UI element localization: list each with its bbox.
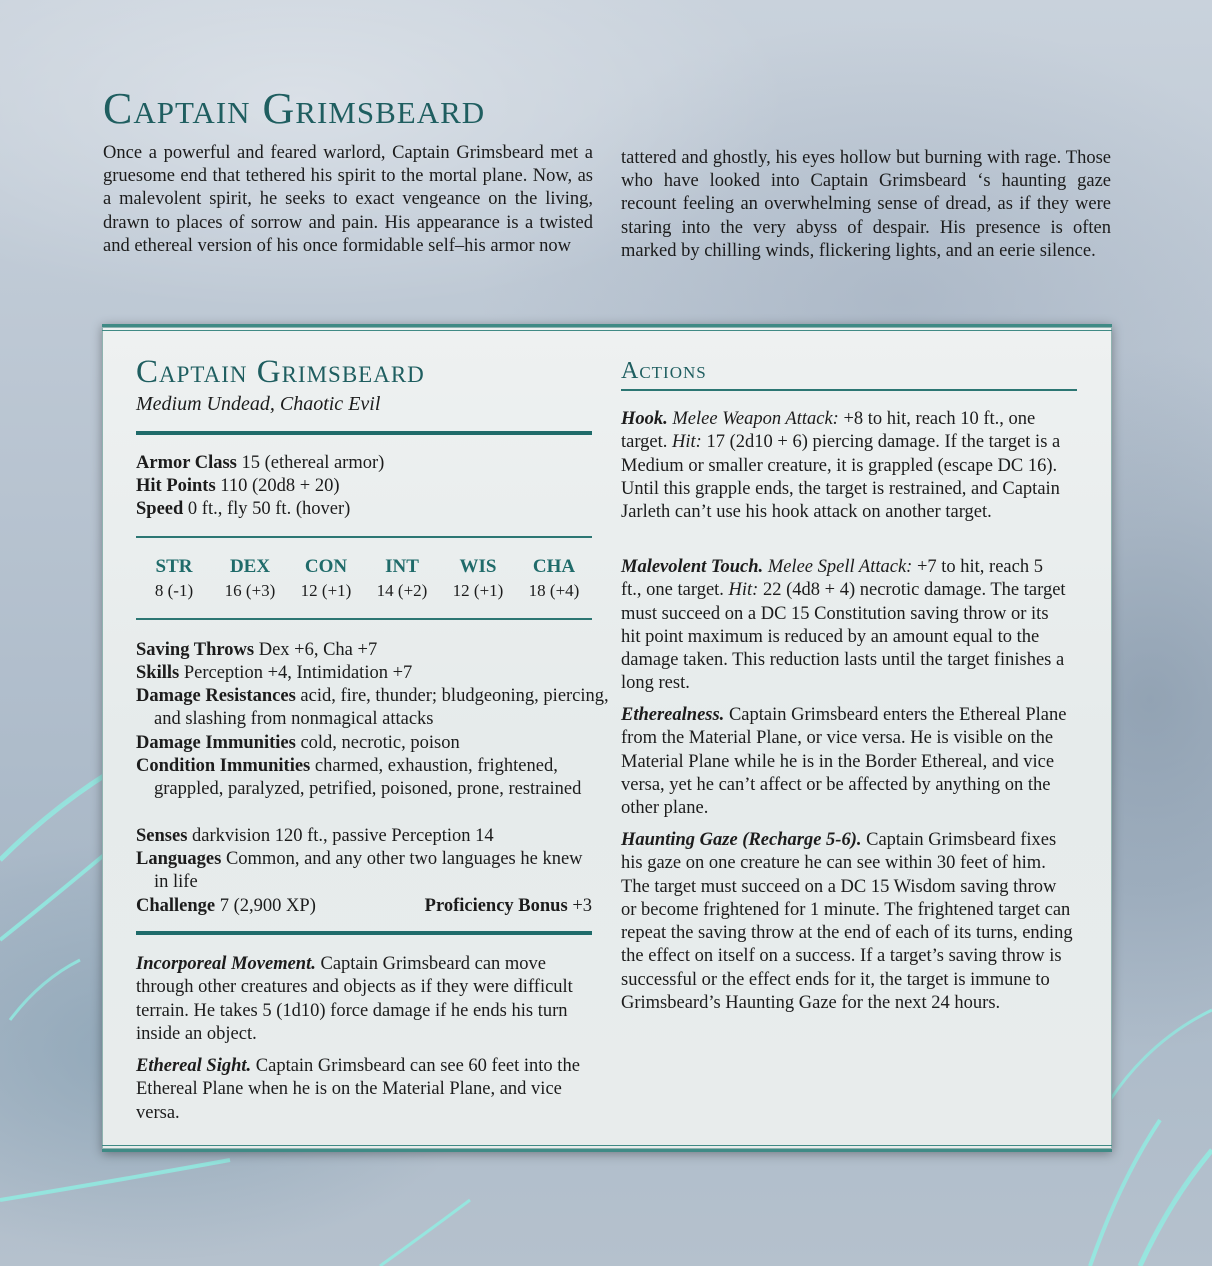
divider (136, 618, 592, 620)
ability-wis: WIS 12 (+1) (452, 556, 504, 600)
page-title: Captain Grimsbeard (103, 84, 486, 133)
condition-immunities: Condition Immunities charmed, exhaustion, frightened, grappled, paralyzed, petrified, poisoned, prone, restrained (136, 756, 582, 800)
stat-block (102, 324, 1112, 1152)
monster-name: Captain Grimsbeard (136, 354, 425, 390)
challenge-row (136, 895, 592, 918)
hit-points: Hit Points 110 (20d8 + 20) (136, 476, 340, 496)
damage-immunities: Damage Immunities cold, necrotic, poison (136, 733, 460, 753)
action-hook: Hook. Melee Weapon Attack: +8 to hit, reach 10 ft., one target. Hit: 17 (2d10 + 6) piercing damage. If the target is a Medium or smaller creature, it is grappled (escape DC 16). Until this grapple ends, the target is restrained, and Captain Jarleth can’t use his hook attack on another target. (621, 409, 1061, 523)
monster-type: Medium Undead, Chaotic Evil (136, 393, 381, 415)
divider (136, 431, 592, 435)
intro-paragraph-left: Once a powerful and feared warlord, Captain Grimsbeard met a gruesome end that tethered his spirit to the mortal plane. Now, as a malevolent spirit, he seeks to exact vengeance on the living, drawn to places of sorrow and pain. His appearance is a twisted and ethereal version of his once formidable self–his armor now (103, 143, 593, 256)
speed: Speed 0 ft., fly 50 ft. (hover) (136, 499, 351, 519)
skills: Skills Perception +4, Intimidation +7 (136, 663, 413, 683)
ability-dex: DEX 16 (+3) (224, 556, 276, 600)
action-haunting-gaze: Haunting Gaze (Recharge 5-6). Captain Grimsbeard fixes his gaze on one creature he can see within 30 feet of him. The target must succeed on a DC 15 Wisdom saving throw or become frightened for 1 minute. The frightened target can repeat the saving throw at the end of each of its turns, ending the effect on itself on a success. If a target’s saving throw is successful or the effect ends for it, the target is immune to Grimsbeard’s Haunting Gaze for the next 24 hours. (621, 830, 1073, 1014)
saving-throws: Saving Throws Dex +6, Cha +7 (136, 640, 378, 660)
action-malevolent-touch: Malevolent Touch. Melee Spell Attack: +7 to hit, reach 5 ft., one target. Hit: 22 (4d8 + 4) necrotic damage. The target must succeed on a DC 15 Constitution saving throw or its hit point maximum is reduced by an amount equal to the damage taken. This reduction lasts until the target finishes a long rest. (621, 557, 1066, 694)
armor-class: Armor Class 15 (ethereal armor) (136, 453, 385, 473)
trait-ethereal-sight: Ethereal Sight. Captain Grimsbeard can see 60 feet into the Ethereal Plane when he is on the Material Plane, and vice versa. (136, 1056, 580, 1123)
divider (621, 389, 1077, 391)
divider (136, 931, 592, 935)
languages: Languages Common, and any other two languages he knew in life (136, 849, 583, 893)
ability-con: CON 12 (+1) (300, 556, 352, 600)
ability-str: STR 8 (-1) (154, 556, 194, 600)
damage-resistances: Damage Resistances acid, fire, thunder; bludgeoning, piercing, and slashing from nonmagical attacks (136, 686, 609, 730)
ability-int: INT 14 (+2) (376, 556, 428, 600)
intro-paragraph-right: tattered and ghostly, his eyes hollow but burning with rage. Those who have looked into Captain Grimsbeard ‘s haunting gaze recount feeling an overwhelming sense of dread, as if they were staring into the very abyss of despair. His presence is often marked by chilling winds, flickering lights, and an eerie silence. (621, 148, 1111, 261)
action-etherealness: Etherealness. Captain Grimsbeard enters the Ethereal Plane from the Material Plane, or vice versa. He is visible on the Material Plane while he is in the Border Ethereal, and vice versa, yet he can’t affect or be affected by anything on the other plane. (621, 705, 1067, 819)
proficiency-bonus: Proficiency Bonus +3 (424, 896, 592, 916)
trait-incorporeal-movement: Incorporeal Movement. Captain Grimsbeard can move through other creatures and objects as if they were difficult terrain. He takes 5 (1d10) force damage if he ends his turn inside an object. (136, 954, 573, 1044)
senses: Senses darkvision 120 ft., passive Perception 14 (136, 826, 494, 846)
actions-heading: Actions (621, 358, 707, 384)
challenge: Challenge 7 (2,900 XP) (136, 896, 316, 916)
divider (136, 536, 592, 538)
ability-cha: CHA 18 (+4) (528, 556, 580, 600)
